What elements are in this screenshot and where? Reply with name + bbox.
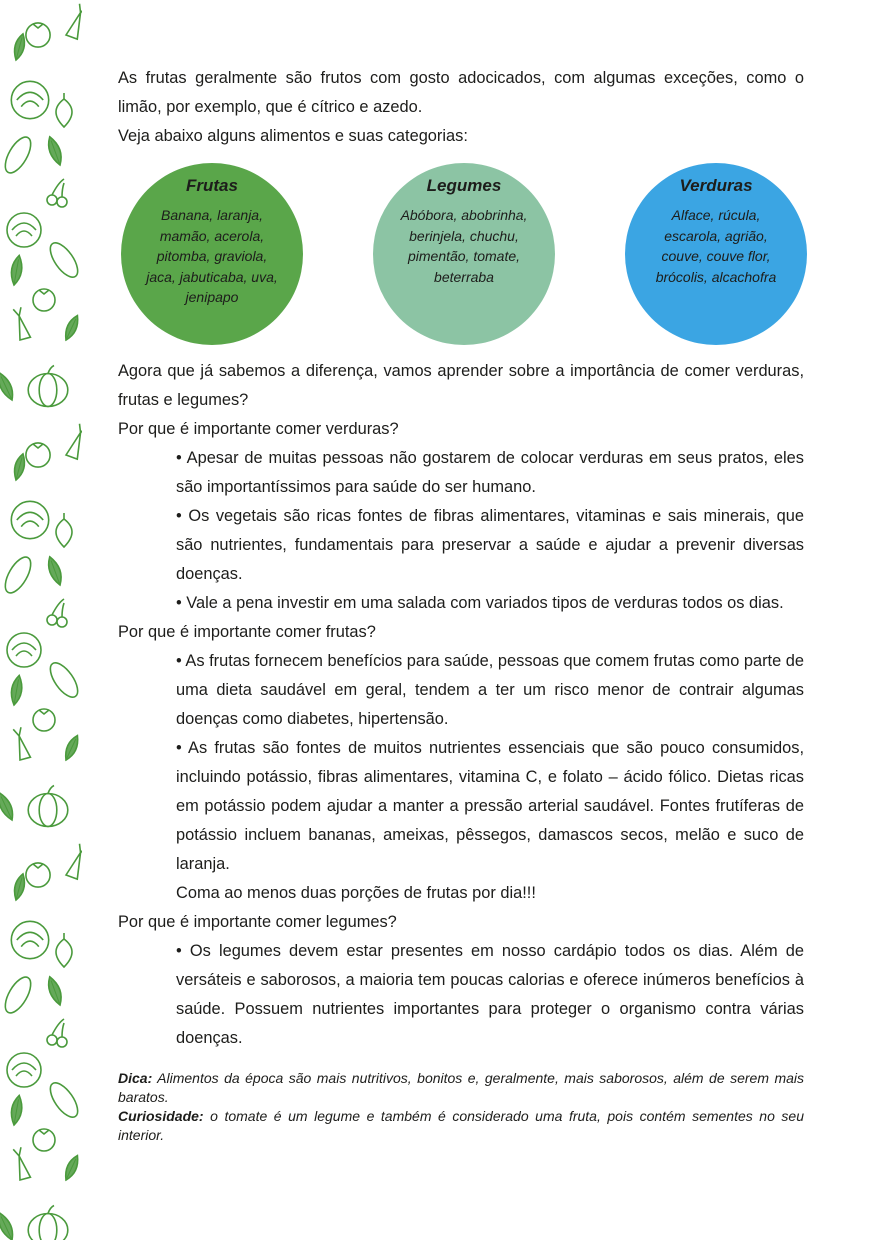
frutas-closing: Coma ao menos duas porções de frutas por dia!!! [176, 884, 536, 902]
category-title: Verduras [679, 176, 753, 195]
category-frutas [121, 163, 303, 345]
dica-note [118, 1069, 804, 1107]
category-title: Frutas [186, 176, 238, 195]
category-title: Legumes [426, 176, 502, 195]
intro-lead: Veja abaixo alguns alimentos e suas categorias: [118, 127, 468, 145]
curiosidade-note [118, 1107, 804, 1145]
category-circles [118, 163, 804, 351]
category-items: Banana, laranja, mamão, acerola, pitomba, graviola, jaca, jabuticaba, uva, jenipapo [146, 207, 278, 305]
vegetable-border [0, 0, 82, 1240]
curiosidade-text: o tomate é um legume e também é considerado uma fruta, pois contém sementes no seu interior. [118, 1108, 804, 1143]
bullet-verduras-2: • Os vegetais são ricas fontes de fibras alimentares, vitaminas e sais minerais, que são nutrientes, fundamentais para preservar a saúde e ajudar a prevenir diversas doenças. [176, 507, 804, 583]
bullet-frutas-2: • As frutas são fontes de muitos nutrientes essenciais que são pouco consumidos, incluindo potássio, fibras alimentares, vitamina C, e folato – ácido fólico. Dietas ricas em potássio podem ajudar a manter a pressão arterial saudável. Fontes frutíferas de potássio incluem bananas, ameixas, pêssegos, damascos secos, melão e suco de laranja. [176, 739, 804, 873]
category-legumes [373, 163, 555, 345]
dica-label: Dica: [118, 1070, 153, 1086]
question-verduras: Por que é importante comer verduras? [118, 420, 399, 438]
category-items: Alface, rúcula, escarola, agrião, couve, couve flor, brócolis, alcachofra [655, 207, 777, 285]
vegetable-pattern-icon [0, 0, 82, 1240]
dica-text: Alimentos da época são mais nutritivos, bonitos e, geralmente, mais saborosos, além de serem mais baratos. [118, 1070, 804, 1105]
category-verduras [625, 163, 807, 345]
bullet-verduras-1: • Apesar de muitas pessoas não gostarem de colocar verduras em seus pratos, eles são importantíssimos para saúde do ser humano. [176, 449, 804, 496]
transition-paragraph: Agora que já sabemos a diferença, vamos aprender sobre a importância de comer verduras, frutas e legumes? [118, 362, 804, 409]
bullet-frutas-1: • As frutas fornecem benefícios para saúde, pessoas que comem frutas como parte de uma dieta saudável em geral, tendem a ter um risco menor de contrair algumas doenças como diabetes, hipertensão. [176, 652, 805, 728]
notes-block [118, 1069, 804, 1145]
bullet-verduras-3: • Vale a pena investir em uma salada com variados tipos de verduras todos os dias. [176, 594, 784, 612]
document-body [118, 64, 804, 1145]
question-legumes: Por que é importante comer legumes? [118, 913, 397, 931]
curiosidade-label: Curiosidade: [118, 1108, 204, 1124]
bullet-legumes-1: • Os legumes devem estar presentes em nosso cardápio todos os dias. Além de versáteis e saborosos, a maioria tem poucas calorias e oferece inúmeros benefícios à saúde. Possuem nutrientes importantes para proteger o organismo contra várias doenças. [176, 942, 804, 1047]
question-frutas: Por que é importante comer frutas? [118, 623, 376, 641]
category-items: Abóbora, abobrinha, berinjela, chuchu, pimentão, tomate, beterraba [400, 207, 528, 285]
intro-paragraph: As frutas geralmente são frutos com gosto adocicados, com algumas exceções, como o limão, por exemplo, que é cítrico e azedo. [118, 69, 804, 116]
